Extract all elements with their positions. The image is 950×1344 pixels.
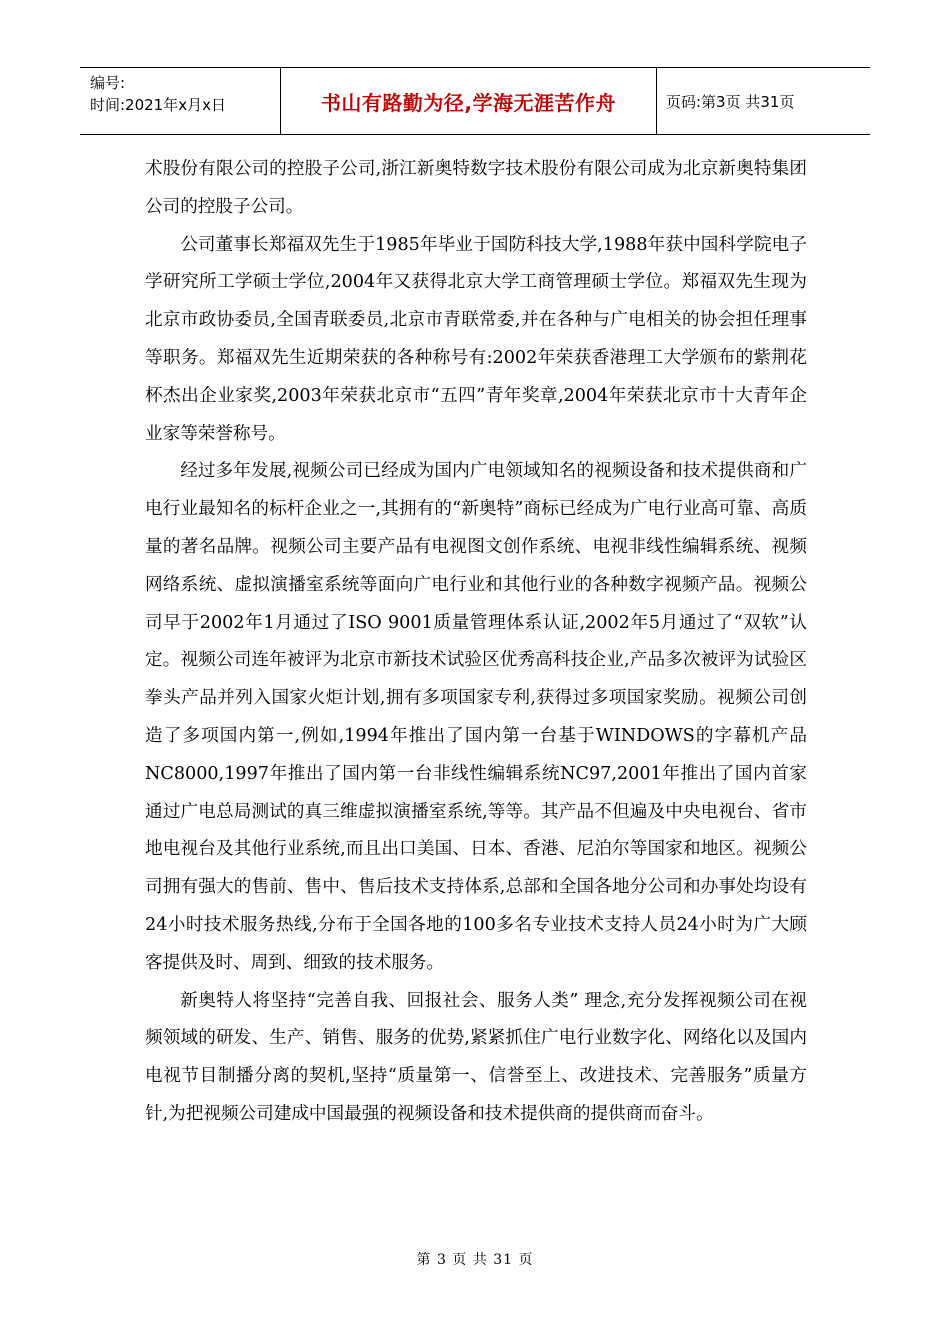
- paragraph-3: 经过多年发展,视频公司已经成为国内广电领域知名的视频设备和技术提供商和广电行业最知名的标杆企业之一,其拥有的“新奥特”商标已经成为广电行业高可靠、高质量的著名品牌。视频公司主要产品有电视图文创作系统、电视非线性编辑系统、视频网络系统、虚拟演播室系统等面向广电行业和其他行业的各种数字视频产品。视频公司早于2002年1月通过了ISO 9001质量管理体系认证,2002年5月通过了“双软”认定。视频公司连年被评为北京市新技术试验区优秀高科技企业,产品多次被评为试验区拳头产品并列入国家火炬计划,拥有多项国家专利,获得过多项国家奖励。视频公司创造了多项国内第一,例如,1994年推出了国内第一台基于WINDOWS的字幕机产品NC8000,1997年推出了国内第一台非线性编辑系统NC97,2001年推出了国内首家通过广电总局测试的真三维虚拟演播室系统,等等。其产品不但遍及中央电视台、省市地电视台及其他行业系统,而且出口美国、日本、香港、尼泊尔等国家和地区。视频公司拥有强大的售前、售中、售后技术支持体系,总部和全国各地分公司和办事处均设有24小时技术服务热线,分布于全国各地的100多名专业技术支持人员24小时为广大顾客提供及时、周到、细致的技术服务。: [145, 461, 807, 973]
- header-motto: 书山有路勤为径,学海无涯苦作舟: [281, 68, 657, 134]
- page-header: [80, 67, 870, 135]
- paragraph-1: 术股份有限公司的控股子公司,浙江新奥特数字技术股份有限公司成为北京新奥特集团公司的控股子公司。: [145, 159, 807, 217]
- header-meta: [80, 68, 281, 134]
- date-label: 时间:2021年x月x日: [90, 96, 226, 114]
- document-body: [145, 151, 807, 1134]
- paragraph-2: 公司董事长郑福双先生于1985年毕业于国防科技大学,1988年获中国科学院电子学研究所工学硕士学位,2004年又获得北京大学工商管理硕士学位。郑福双先生现为北京市政协委员,全国青联委员,北京市青联常委,并在各种与广电相关的协会担任理事等职务。郑福双先生近期荣获的各种称号有:2002年荣获香港理工大学颁布的紫荆花杯杰出企业家奖,2003年荣获北京市“五四”青年奖章,2004年荣获北京市十大青年企业家等荣誉称号。: [145, 234, 807, 444]
- paragraph-4: 新奥特人将坚持“完善自我、回报社会、服务人类” 理念,充分发挥视频公司在视频领域的研发、生产、销售、服务的优势,紧紧抓住广电行业数字化、网络化以及国内电视节目制播分离的契机,坚持“质量第一、信誉至上、改进技术、完善服务”质量方针,为把视频公司建成中国最强的视频设备和技术提供商的提供商而奋斗。: [145, 990, 807, 1124]
- header-page-number: 页码:第3页 共31页: [666, 92, 795, 111]
- page-footer: 第 3 页 共 31 页: [416, 1252, 534, 1268]
- serial-number-label: 编号:: [90, 74, 126, 92]
